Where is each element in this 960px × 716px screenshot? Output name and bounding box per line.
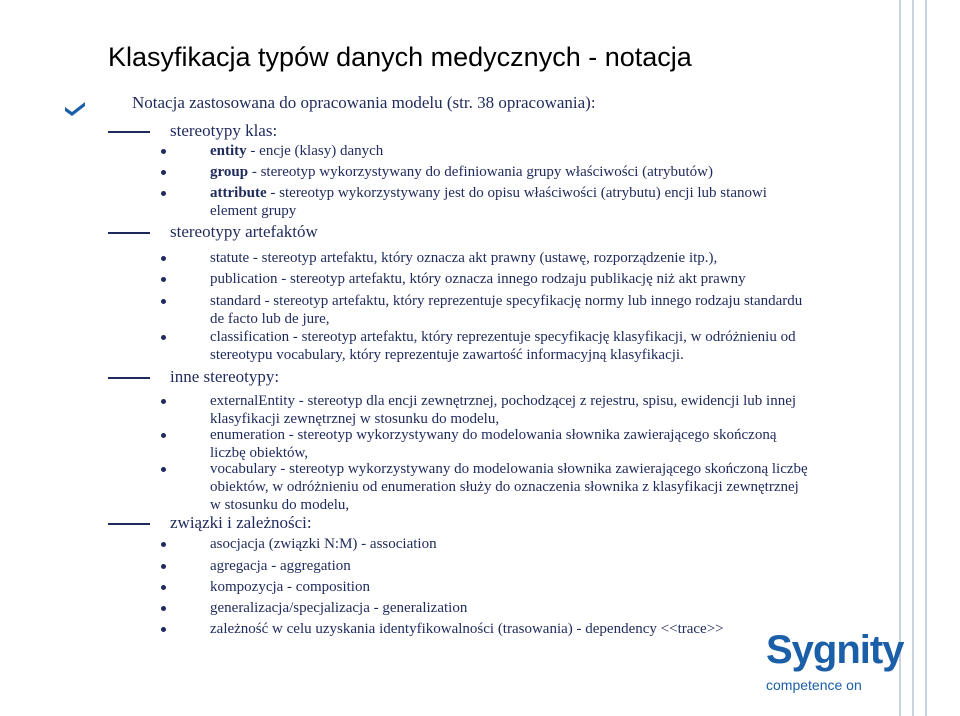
bullet-dot: [161, 299, 166, 304]
list-item: asocjacja (związki N:M) - association: [210, 536, 437, 552]
list-item: group - stereotyp wykorzystywany do definiowania grupy właściwości (atrybutów): [210, 164, 713, 180]
bullet-dot: [161, 256, 166, 261]
section-label: związki i zależności:: [170, 513, 312, 532]
section-label: stereotypy klas:: [170, 121, 278, 140]
list-item: kompozycja - composition: [210, 579, 370, 595]
list-item: enumeration - stereotyp wykorzystywany do modelowania słownika zawierającego skończoną: [210, 427, 777, 443]
list-item-continuation: element grupy: [210, 203, 297, 219]
bullet-dot: [161, 433, 166, 438]
list-item: vocabulary - stereotyp wykorzystywany do modelowania słownika zawierającego skończoną liczbę: [210, 461, 808, 477]
list-item-continuation: w stosunku do modelu,: [210, 497, 350, 513]
bullet-dot: [161, 564, 166, 569]
list-item: entity - encje (klasy) danych: [210, 143, 384, 159]
list-item: classification - stereotyp artefaktu, który reprezentuje specyfikację klasyfikacji, w odróżnieniu od: [210, 329, 796, 345]
bullet-dot: [161, 399, 166, 404]
bullet-dot: [161, 467, 166, 472]
logo-tagline: competence on: [766, 677, 862, 693]
list-item: generalizacja/specjalizacja - generalization: [210, 600, 468, 616]
bullet-dot: [161, 606, 166, 611]
bullet-dot: [161, 149, 166, 154]
bullet-dot: [161, 277, 166, 282]
list-item: agregacja - aggregation: [210, 558, 351, 574]
slide-title: Klasyfikacja typów danych medycznych - notacja: [108, 42, 692, 72]
section-label: inne stereotypy:: [170, 367, 280, 386]
bullet-dot: [161, 335, 166, 340]
list-item-continuation: obiektów, w odróżnieniu od enumeration służy do oznaczenia słownika z klasyfikacji zewnętrznej: [210, 479, 799, 495]
list-item-continuation: de facto lub de jure,: [210, 311, 330, 327]
bullet-dot: [161, 585, 166, 590]
list-item: externalEntity - stereotyp dla encji zewnętrznej, pochodzącej z rejestru, spisu, ewidencji lub innej: [210, 393, 797, 409]
dash-bullet: [108, 131, 150, 133]
list-item: standard - stereotyp artefaktu, który reprezentuje specyfikację normy lub innego rodzaju standardu: [210, 293, 803, 309]
list-item: attribute - stereotyp wykorzystywany jest do opisu właściwości (atrybutu) encji lub stanowi: [210, 185, 767, 201]
sygnity-logo: [766, 628, 916, 698]
list-item: publication - stereotyp artefaktu, który oznacza innego rodzaju publikację niż akt prawny: [210, 271, 746, 287]
list-item: statute - stereotyp artefaktu, który oznacza akt prawny (ustawę, rozporządzenie itp.),: [210, 250, 718, 266]
bullet-dot: [161, 191, 166, 196]
bullet-dot: [161, 542, 166, 547]
list-item-continuation: liczbę obiektów,: [210, 445, 309, 461]
decorative-lines: [850, 0, 960, 716]
bullet-dot: [161, 170, 166, 175]
list-item: zależność w celu uzyskania identyfikowalności (trasowania) - dependency <<trace>>: [210, 621, 724, 637]
intro-text: Notacja zastosowana do opracowania modelu (str. 38 opracowania):: [132, 93, 596, 112]
list-item-continuation: stereotypu vocabulary, który reprezentuje zawartość informacyjną klasyfikacji.: [210, 347, 684, 363]
logo-wordmark: Sygnity: [766, 628, 904, 672]
list-item-continuation: klasyfikacji zewnętrznej w stosunku do modelu,: [210, 411, 500, 427]
dash-bullet: [108, 232, 150, 234]
bullet-dot: [161, 627, 166, 632]
dash-bullet: [108, 523, 150, 525]
section-label: stereotypy artefaktów: [170, 222, 318, 241]
dash-bullet: [108, 377, 150, 379]
checkmark-bullet-icon: [64, 99, 86, 117]
